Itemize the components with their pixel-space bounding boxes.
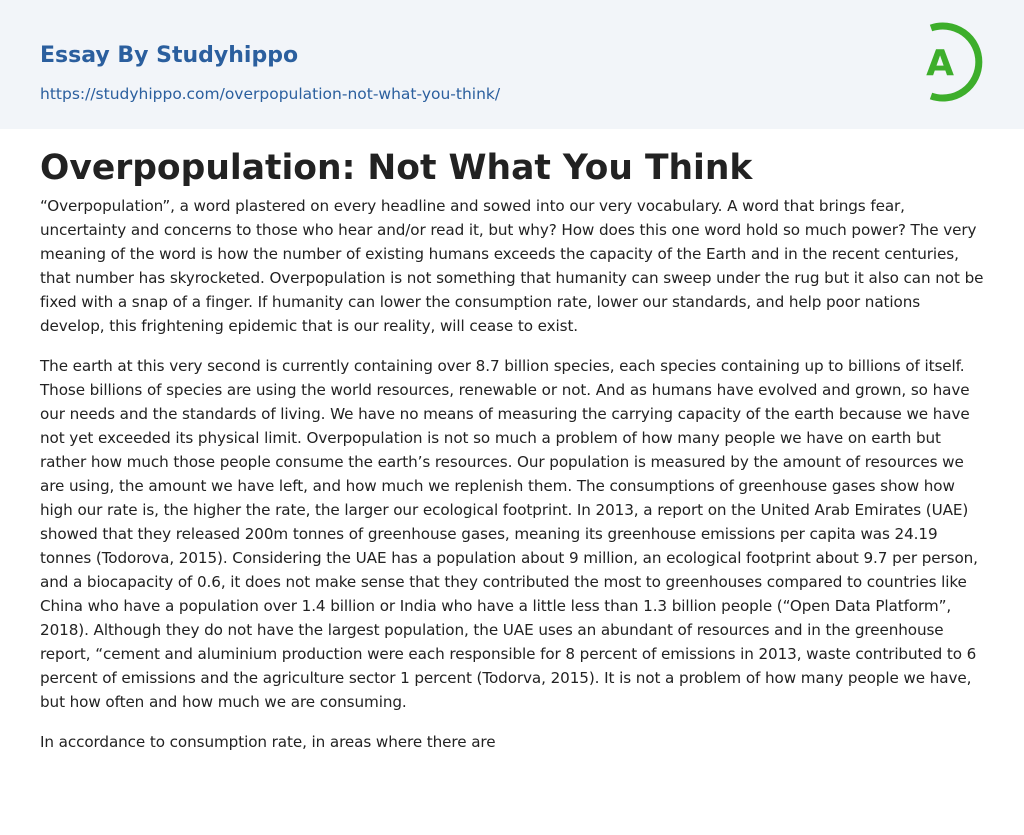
logo-letter: A (926, 43, 954, 84)
article-paragraph: “Overpopulation”, a word plastered on every headline and sowed into our very vocabulary. A word that brings fear, uncertainty and concerns to those who hear and/or read it, but why? How does this one word hold so much power? The very meaning of the word is how the number of existing humans exceeds the capacity of the Earth and in the recent centuries, that number has skyrocketed. Overpopulation is not something that humanity can sweep under the rug but it also can not be fixed with a snap of a finger. If humanity can lower the consumption rate, lower our standards, and help poor nations develop, this frightening epidemic that is our reality, will cease to exist. (40, 197, 984, 335)
page-title: Overpopulation: Not What You Think (40, 148, 753, 188)
source-url-link[interactable]: https://studyhippo.com/overpopulation-not-what-you-think/ (40, 85, 501, 103)
brand-title[interactable]: Essay By Studyhippo (40, 43, 299, 68)
article-paragraph: In accordance to consumption rate, in areas where there are (40, 733, 496, 751)
article-paragraph: The earth at this very second is currently containing over 8.7 billion species, each species containing up to billions of itself. Those billions of species are using the world resources, renewable or not. And as humans have evolved and grown, so have our needs and the standards of living. We have no means of measuring the carrying capacity of the earth because we have not yet exceeded its physical limit. Overpopulation is not so much a problem of how many people we have on earth but rather how much those people consume the earth’s resources. Our population is measured by the amount of resources we are using, the amount we have left, and how much we replenish them. The consumptions of greenhouse gases show how high our rate is, the higher the rate, the larger our ecological footprint. In 2013, a report on the United Arab Emirates (UAE) showed that they released 200m tonnes of greenhouse gases, meaning its greenhouse emissions per capita was 24.19 tonnes (Todorova, 2015). Considering the UAE has a population about 9 million, an ecological footprint about 9.7 per person, and a biocapacity of 0.6, it does not make sense that they contributed the most to greenhouses compared to countries like China who have a population over 1.4 billion or India who have a little less than 1.3 billion people (“Open Data Platform”, 2018). Although they do not have the largest population, the UAE uses an abundant of resources and in the greenhouse report, “cement and aluminium production were each responsible for 8 percent of emissions in 2013, waste contributed to 6 percent of emissions and the agriculture sector 1 percent (Todorva, 2015). It is not a problem of how many people we have, but how often and how much we are consuming. (40, 357, 978, 711)
article-body (40, 194, 984, 770)
studyhippo-logo-icon[interactable] (912, 19, 986, 105)
